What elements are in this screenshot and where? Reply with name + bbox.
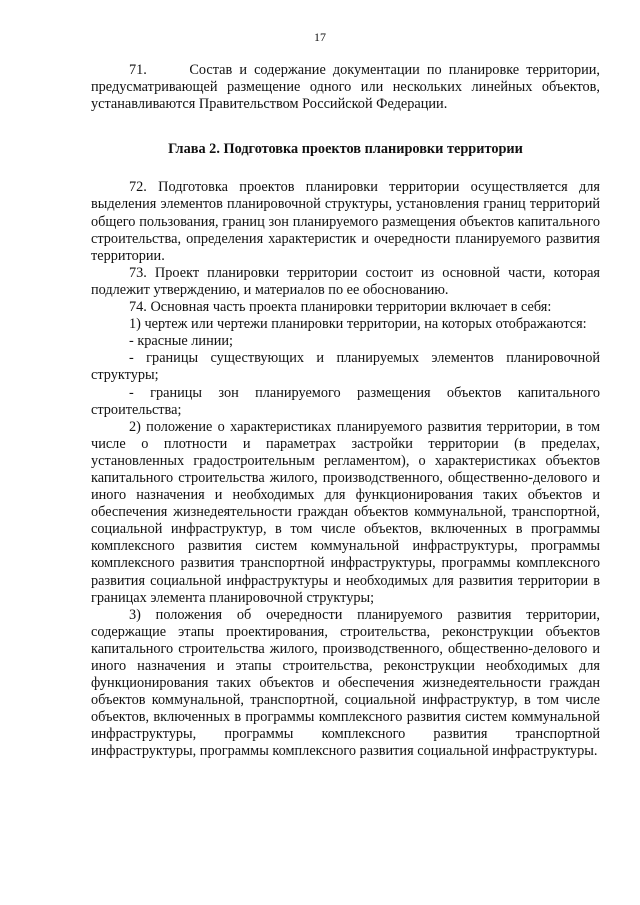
chapter-heading: Глава 2. Подготовка проектов планировки территории <box>168 141 523 158</box>
paragraph-73: 73. Проект планировки территории состоит из основной части, которая подлежит утверждению, и материалов по ее обоснованию. <box>91 264 600 298</box>
list-item-2: 2) положение о характеристиках планируемого развития территории, в том числе о плотности и параметрах застройки территории (в пределах, установленных градостроительным регламентом), о характеристиках объектов капитального строительства жилого, производственного, общественно-делового и иного назначения и необходимых для функционирования таких объектов и обеспечения жизнедеятельности граждан объектов коммунальной, транспортной, социальной инфраструктур, в том числе объектов, включенных в программы комплексного развития систем коммунальной инфраструктуры, программы комплексного развития транспортной инфраструктуры, программы комплексного развития социальной инфраструктуры и необходимых для развития территории в границах элемента планировочной структуры; <box>91 418 600 606</box>
paragraph-74: 74. Основная часть проекта планировки территории включает в себя: <box>129 299 552 316</box>
paragraph-71: 71. Состав и содержание документации по планировке территории, предусматривающей размещение одного или нескольких линейных объектов, устанавливаются Правительством Российской Федерации. <box>91 62 604 113</box>
sub-item-red-lines: - красные линии; <box>129 333 234 350</box>
document-body <box>91 62 604 761</box>
list-item-1: 1) чертеж или чертежи планировки территории, на которых отображаются: <box>129 316 587 333</box>
paragraph-72: 72. Подготовка проектов планировки территории осуществляется для выделения элементов планировочной структуры, установления границ территорий общего пользования, границ зон планируемого размещения объектов капитального строительства, определения характеристик и очередности планируемого развития территории. <box>91 179 600 264</box>
sub-item-structure-boundaries: - границы существующих и планируемых элементов планировочной структуры; <box>91 350 600 384</box>
sub-item-zone-boundaries: - границы зон планируемого размещения объектов капитального строительства; <box>91 384 600 418</box>
list-item-3: 3) положения об очередности планируемого развития территории, содержащие этапы проектирования, строительства, реконструкции объектов капитального строительства жилого, производственного, общественно-делового и иного назначения и этапы строительства, реконструкции необходимых для функционирования таких объектов и обеспечения жизнедеятельности граждан объектов коммунальной, транспортной, социальной инфраструктур, в том числе объектов, включенных в программы комплексного развития систем коммунальной инфраструктуры, программы комплексного развития транспортной инфраструктуры, программы комплексного развития социальной инфраструктуры. <box>91 606 600 760</box>
page-number: 17 <box>314 30 326 44</box>
